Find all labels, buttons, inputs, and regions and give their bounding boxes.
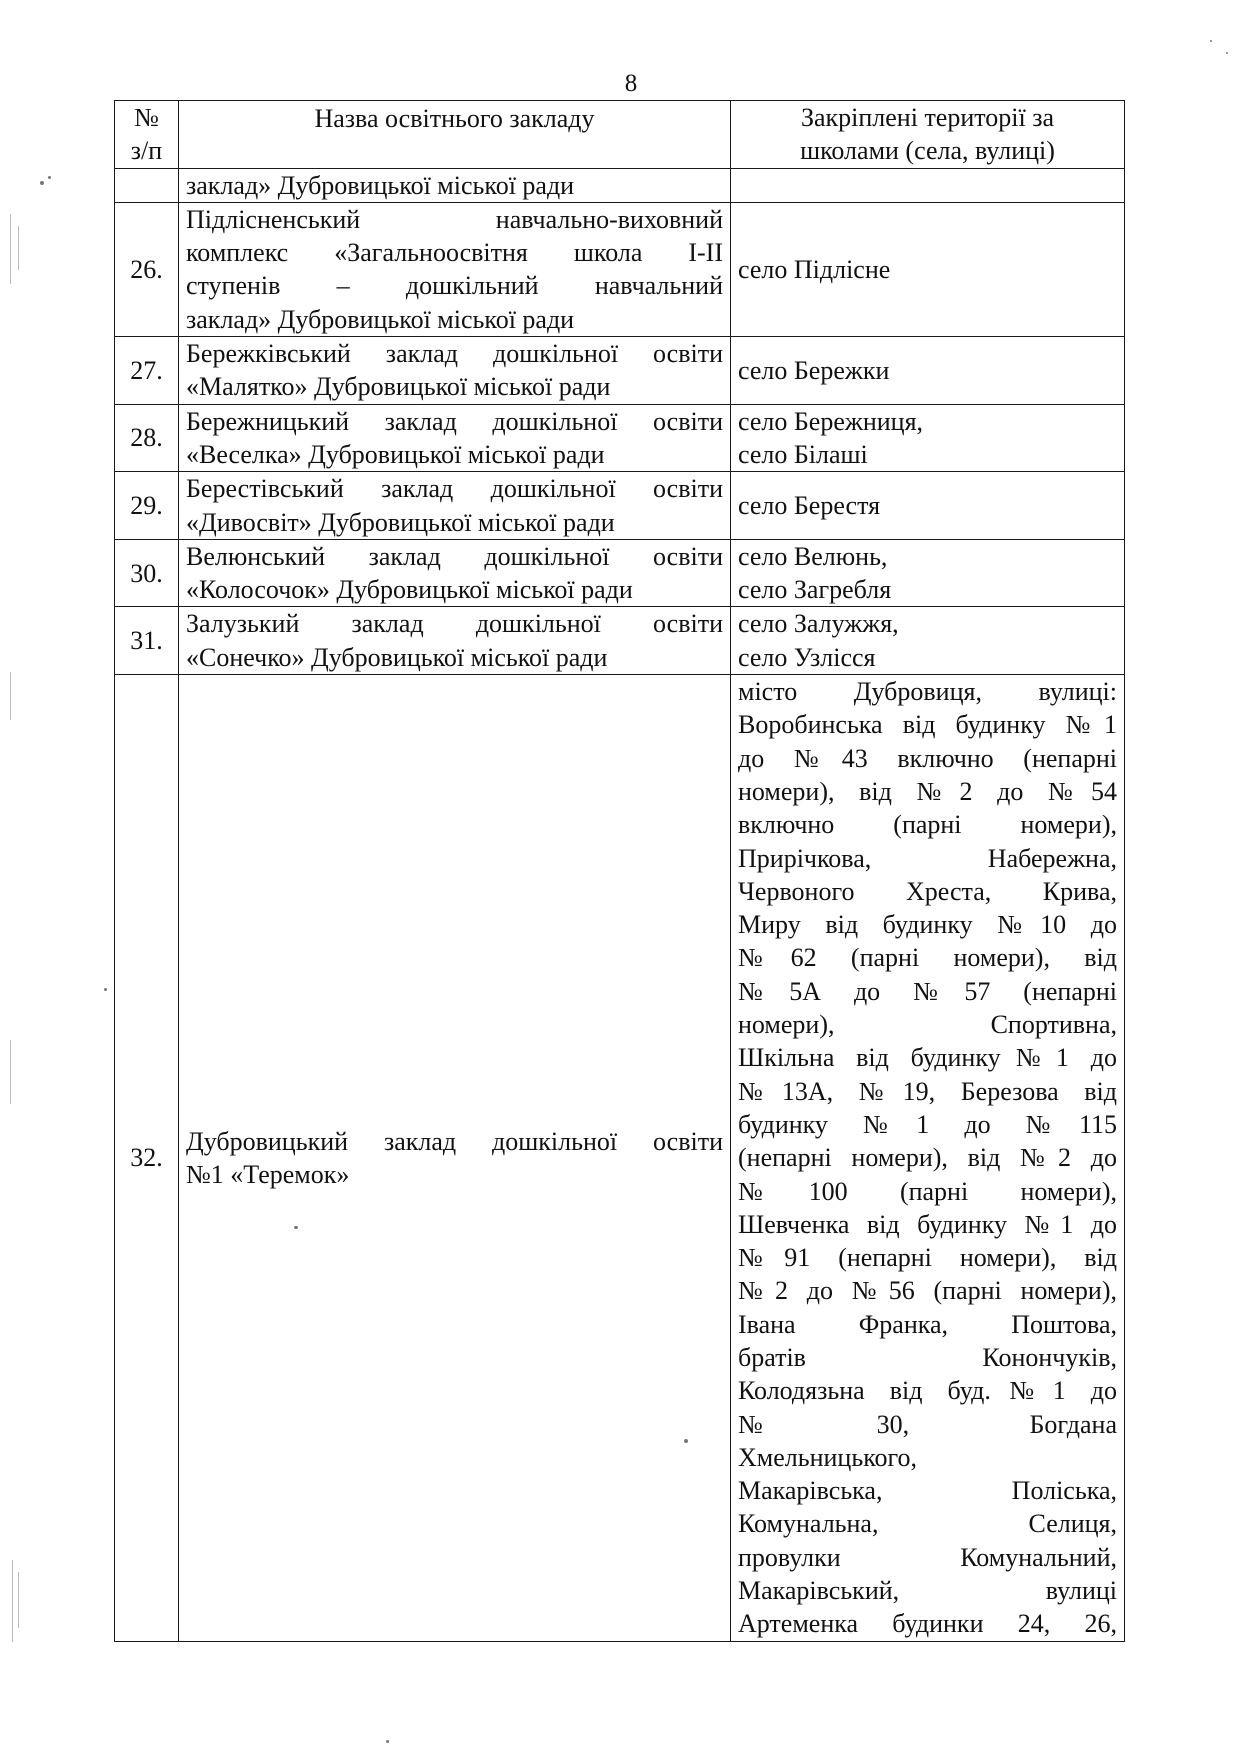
table-header-row	[115, 101, 1125, 169]
territory-line: село Білаші	[738, 439, 868, 469]
assigned-territory	[731, 675, 1125, 1642]
territory-line: Колодязьна від буд.№1 до	[738, 1376, 1117, 1406]
territory-line: братів Конончуків,	[738, 1342, 1117, 1372]
territory-line: Шкільна від будинку№1 до	[738, 1043, 1117, 1073]
institution-name-line: Підлісненський навчально-виховний	[186, 204, 723, 234]
institution-name-line: ступенів – дошкільний навчальний	[186, 271, 723, 301]
table-row	[115, 404, 1125, 472]
assigned-territory	[731, 607, 1125, 675]
header-territory	[731, 101, 1125, 169]
scan-speck	[104, 988, 107, 991]
row-number: 26.	[115, 202, 179, 336]
territory-line: №91 (непарні номери), від	[738, 1243, 1117, 1273]
territory-line: №62 (парні номери), від	[738, 943, 1117, 973]
header-name	[179, 101, 731, 169]
table-row	[115, 202, 1125, 336]
table-row	[115, 675, 1125, 1642]
territory-line: село Бережки	[738, 355, 890, 385]
scan-edge-mark	[10, 1040, 11, 1104]
table-row	[115, 168, 1125, 202]
institution-name-line: комплекс «Загальноосвітня школа І-ІІ	[186, 238, 723, 268]
territory-line: село Берестя	[738, 490, 881, 520]
institution-name	[179, 202, 731, 336]
institution-name	[179, 404, 731, 472]
row-number: 30.	[115, 539, 179, 607]
institution-name-line: заклад» Дубровицької міської ради	[186, 304, 575, 334]
scan-speck	[684, 1439, 688, 1443]
territory-line: Макарівська, Поліська,	[738, 1476, 1117, 1506]
territory-line: село Залужжя,	[738, 609, 899, 639]
institution-name	[179, 337, 731, 405]
assigned-territory	[731, 168, 1125, 202]
table-row	[115, 337, 1125, 405]
header-territory-line: Закріплені території за	[800, 103, 1055, 132]
assigned-territory	[731, 404, 1125, 472]
territory-line: Воробинська від будинку №1	[738, 710, 1117, 740]
territory-line: номери), Спортивна,	[738, 1010, 1117, 1040]
territory-line: Миру від будинку №10 до	[738, 910, 1117, 940]
scan-edge-mark	[18, 1572, 19, 1628]
header-number-line: з/п	[130, 136, 163, 166]
scan-edge-mark	[10, 672, 11, 720]
row-number: 32.	[115, 675, 179, 1642]
territory-line: Комунальна, Селиця,	[738, 1509, 1117, 1539]
institution-name	[179, 607, 731, 675]
scan-speck	[1226, 52, 1228, 54]
institution-name-line: «Веселка» Дубровицької міської ради	[186, 439, 605, 469]
scan-speck	[294, 1226, 298, 1229]
institution-name	[179, 472, 731, 540]
territory-line: місто Дубровиця, вулиці:	[738, 677, 1117, 707]
institution-name-line: «Сонечко» Дубровицької міської ради	[186, 642, 608, 672]
table-row	[115, 607, 1125, 675]
territory-line: село Загребля	[738, 575, 892, 605]
institution-name-line: Залузький заклад дошкільної освіти	[186, 609, 723, 639]
territory-line: село Підлісне	[738, 254, 891, 284]
row-number: 29.	[115, 472, 179, 540]
header-number	[115, 101, 179, 169]
scan-edge-mark	[10, 214, 11, 284]
header-number-line: №	[134, 103, 159, 132]
row-number	[115, 168, 179, 202]
territory-line: номери), від №2 до №54	[738, 776, 1117, 806]
territory-line: №2 до №56 (парні номери),	[738, 1276, 1117, 1306]
territory-line: (непарні номери), від №2 до	[738, 1143, 1117, 1173]
institution-name-line: «Дивосвіт» Дубровицької міської ради	[186, 507, 615, 537]
institution-name	[179, 539, 731, 607]
scan-speck	[48, 176, 51, 179]
assigned-territory	[731, 472, 1125, 540]
row-number: 27.	[115, 337, 179, 405]
territory-line: №30, Богдана	[738, 1409, 1117, 1439]
institution-name	[179, 675, 731, 1642]
territory-line: провулки Комунальний,	[738, 1542, 1117, 1572]
header-territory-line: школами (села, вулиці)	[800, 136, 1055, 166]
territory-line: №100 (парні номери),	[738, 1176, 1117, 1206]
institution-name-line: Бережницький заклад дошкільної освіти	[186, 406, 723, 436]
territory-line: Івана Франка, Поштова,	[738, 1309, 1117, 1339]
territory-line: №13А, №19, Березова від	[738, 1076, 1117, 1106]
institution-name-line: Велюнський заклад дошкільної освіти	[186, 541, 723, 571]
territory-line: Макарівський, вулиці	[738, 1576, 1117, 1606]
territory-line: Прирічкова, Набережна,	[738, 843, 1117, 873]
territory-line: село Велюнь,	[738, 541, 888, 571]
institution-name-line: заклад» Дубровицької міської ради	[186, 170, 575, 200]
territory-line: будинку №1 до №115	[738, 1109, 1117, 1139]
assigned-territory	[731, 337, 1125, 405]
row-number: 31.	[115, 607, 179, 675]
institution-name-line: №1 «Теремок»	[186, 1159, 350, 1189]
scan-edge-mark	[18, 226, 19, 270]
institution-name-line: «Колосочок» Дубровицької міської ради	[186, 575, 633, 605]
table-body	[115, 168, 1125, 1641]
territory-line: село Узлісся	[738, 642, 876, 672]
territory-line: Червоного Хреста, Крива,	[738, 876, 1117, 906]
territory-line: село Бережниця,	[738, 406, 924, 436]
scan-edge-mark	[12, 1560, 13, 1642]
assigned-territory	[731, 202, 1125, 336]
institution-name-line: Берестівський заклад дошкільної освіти	[186, 474, 723, 504]
scan-speck	[1210, 40, 1212, 42]
territory-line: №5А до №57 (непарні	[738, 976, 1117, 1006]
institution-name-line: Дубровицький заклад дошкільної освіти	[186, 1126, 723, 1156]
institution-name-line: Бережківський заклад дошкільної освіти	[186, 339, 723, 369]
assigned-territory	[731, 539, 1125, 607]
institution-name-line: «Малятко» Дубровицької міської ради	[186, 372, 611, 402]
row-number: 28.	[115, 404, 179, 472]
scan-speck	[386, 1740, 389, 1743]
territory-line: до №43 включно (непарні	[738, 743, 1117, 773]
territory-line: включно (парні номери),	[738, 810, 1117, 840]
territory-line: Артеменка будинки 24, 26,	[738, 1609, 1117, 1639]
page-number: 8	[624, 70, 638, 97]
institution-name	[179, 168, 731, 202]
territory-line: Шевченка від будинку №1 до	[738, 1209, 1117, 1239]
table-row	[115, 539, 1125, 607]
territory-line: Хмельницького,	[738, 1442, 918, 1472]
table-row	[115, 472, 1125, 540]
scan-speck	[40, 181, 44, 185]
schools-territory-table	[114, 100, 1125, 1642]
header-name-label: Назва освітнього закладу	[314, 104, 595, 133]
